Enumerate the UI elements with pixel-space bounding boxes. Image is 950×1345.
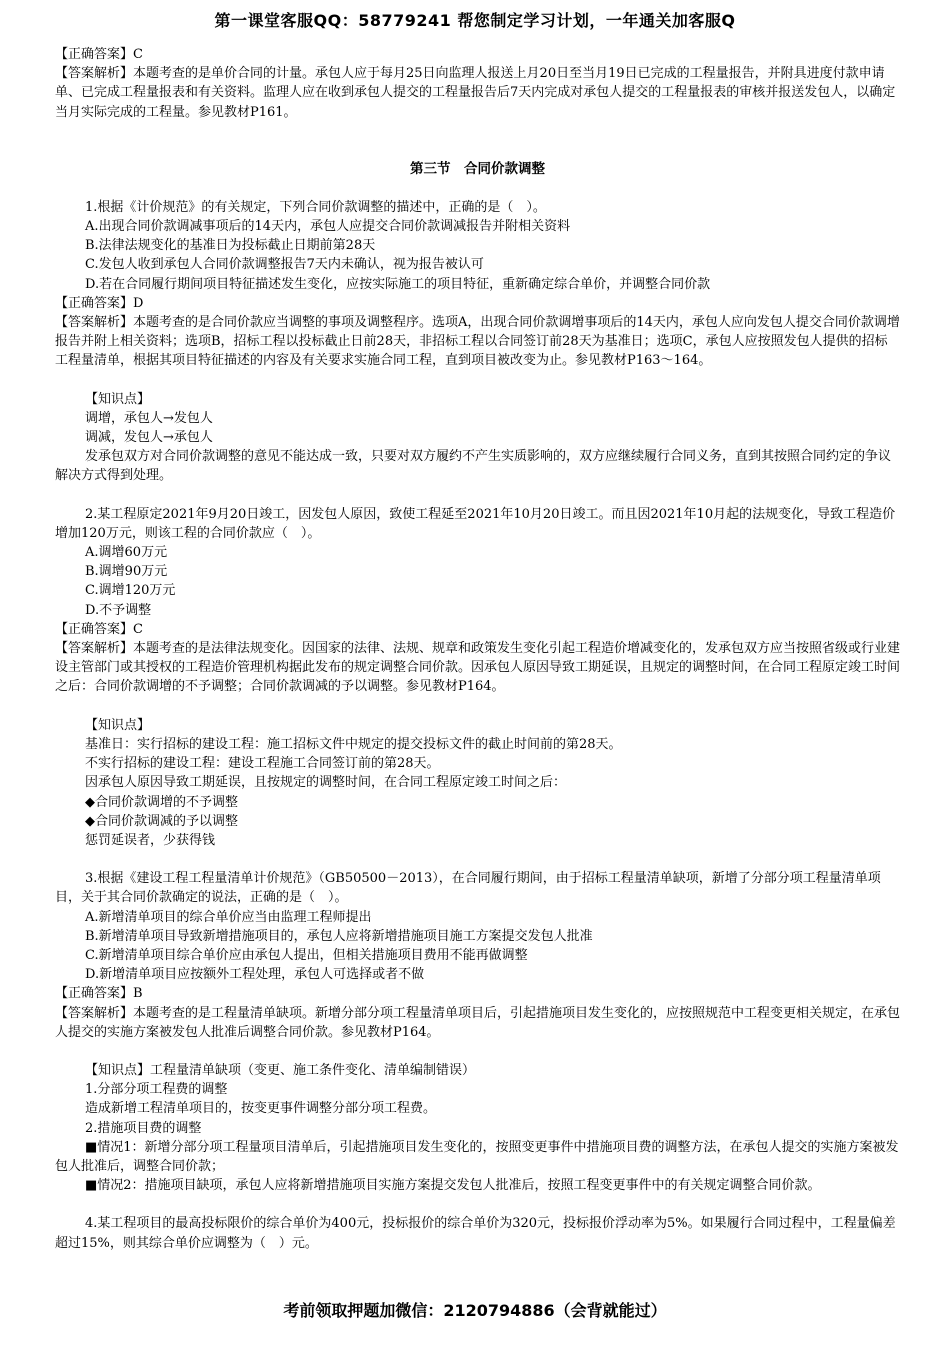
q3-knowledge-case: ■情况1：新增分部分项工程量项目清单后，引起措施项目发生变化的，按照变更事件中措施项目费的调整方法，在承包人提交的实施方案被发包人批准后，调整合同价款； (55, 1139, 899, 1174)
q1-option-b: B.法律法规变化的基准日为投标截止日期前第28天 (85, 238, 376, 254)
document-body (55, 45, 900, 1253)
top-analysis: 【答案解析】本题考查的是单价合同的计量。承包人应于每月25日向监理人报送上月20日至当月19日已完成的工程量报告，并附具进度付款申请单、已完成工程量报表和有关资料。监理人应在收到承包人提交的工程量报告后7天内完成对承包人提交的工程量报表的审核并报送发包人，以确定当月实际完成的工程量。参见教材P161。 (55, 66, 896, 120)
q3-option-a: A.新增清单项目的综合单价应当由监理工程师提出 (85, 909, 372, 925)
q3-analysis: 【答案解析】本题考查的是工程量清单缺项。新增分部分项工程量清单项目后，引起措施项目发生变化的，应按照规范中工程变更相关规定，在承包人提交的实施方案被发包人批准后调整合同价款。参见教材P164。 (55, 1005, 901, 1040)
q1-option-d: D.若在合同履行期间项目特征描述发生变化，应按实际施工的项目特征，重新确定综合单价，并调整合同价款 (85, 276, 711, 292)
q1-answer: 【正确答案】D (55, 295, 144, 311)
q2-knowledge-line: 不实行招标的建设工程：建设工程施工合同签订前的第28天。 (85, 756, 440, 772)
q3-option-b: B.新增清单项目导致新增措施项目的，承包人应将新增措施项目施工方案提交发包人批准 (85, 928, 593, 944)
q3-knowledge-line: 造成新增工程清单项目的，按变更事件调整分部分项工程费。 (85, 1101, 437, 1117)
q3-knowledge-case: ■情况2：措施项目缺项，承包人应将新增措施项目实施方案提交发包人批准后，按照工程变更事件中的有关规定调整合同价款。 (85, 1178, 821, 1194)
q2-answer: 【正确答案】C (55, 621, 143, 637)
q1-option-c: C.发包人收到承包人合同价款调整报告7天内未确认，视为报告被认可 (85, 257, 484, 273)
q2-knowledge-line: 因承包人原因导致工期延误，且按规定的调整时间，在合同工程原定竣工时间之后： (85, 775, 567, 791)
page-header: 第一课堂客服QQ：58779241 帮您制定学习计划，一年通关加客服Q (214, 11, 736, 30)
q1-knowledge-line: 调减，发包人→承包人 (85, 430, 213, 446)
q1-analysis: 【答案解析】本题考查的是合同价款应当调整的事项及调整程序。选项A，出现合同价款调增事项后的14天内，承包人应向发包人提交合同价款调增报告并附上相关资料；选项B，招标工程以投标截止日前28天，非招标工程以合同签订前28天为基准日；选项C，承包人应按照发包人提供的招标工程量清单，根据其项目特征描述的内容及有关要求实施合同工程，直到项目被改变为止。参见教材P163～164。 (55, 315, 900, 369)
q2-knowledge-line: 基准日：实行招标的建设工程：施工招标文件中规定的提交投标文件的截止时间前的第28天。 (85, 736, 622, 752)
q2-analysis: 【答案解析】本题考查的是法律法规变化。因国家的法律、法规、规章和政策发生变化引起工程造价增减变化的，发承包双方应当按照省级或行业建设主管部门或其授权的工程造价管理机构据此发布的规定调整合同价款。因承包人原因导致工期延误，且规定的调整时间，在合同工程原定竣工时间之后：合同价款调增的不予调整；合同价款调减的予以调整。参见教材P164。 (55, 641, 901, 695)
q2-option-d: D.不予调整 (85, 602, 152, 618)
q2-knowledge-line: ◆合同价款调增的不予调整 (85, 794, 238, 810)
q2-option-b: B.调增90万元 (85, 564, 168, 580)
q1-stem: 1.根据《计价规范》的有关规定，下列合同价款调整的描述中，正确的是（ ）。 (85, 199, 546, 215)
top-answer: 【正确答案】C (55, 47, 143, 62)
q1-option-a: A.出现合同价款调减事项后的14天内，承包人应提交合同价款调减报告并附相关资料 (85, 219, 571, 235)
q3-option-c: C.新增清单项目综合单价应由承包人提出，但相关措施项目费用不能再做调整 (85, 947, 528, 963)
q3-answer: 【正确答案】B (55, 986, 143, 1002)
q1-knowledge-title: 【知识点】 (85, 391, 151, 407)
q4-stem: 4.某工程项目的最高投标限价的综合单价为400元，投标报价的综合单价为320元，投标报价浮动率为5%。如果履行合同过程中，工程量偏差超过15%，则其综合单价应调整为（ ）元。 (55, 1216, 896, 1251)
page-footer: 考前领取押题加微信：2120794886（会背就能过） (283, 1301, 667, 1320)
q3-stem: 3.根据《建设工程工程量清单计价规范》（GB50500－2013），在合同履行期间，由于招标工程量清单缺项，新增了分部分项工程量清单项目，关于其合同价款确定的说法，正确的是（ ）。 (55, 871, 881, 906)
q1-knowledge-line: 调增，承包人→发包人 (85, 410, 213, 426)
q2-stem: 2.某工程原定2021年9月20日竣工，因发包人原因，致使工程延至2021年10月20日竣工。而且因2021年10月起的法规变化，导致工程造价增加120万元，则该工程的合同价款应（ ）。 (55, 506, 896, 541)
q3-option-d: D.新增清单项目应按额外工程处理，承包人可选择或者不做 (85, 967, 425, 983)
q2-option-a: A.调增60万元 (85, 545, 168, 561)
q2-knowledge-title: 【知识点】 (85, 717, 151, 733)
q1-knowledge-line: 发承包双方对合同价款调整的意见不能达成一致，只要对双方履约不产生实质影响的，双方应继续履行合同义务，直到其按照合同约定的争议解决方式得到处理。 (55, 449, 892, 484)
q3-knowledge-title: 【知识点】工程量清单缺项（变更、施工条件变化、清单编制错误） (85, 1062, 476, 1078)
q2-knowledge-line: ◆合同价款调减的予以调整 (85, 813, 238, 829)
q2-option-c: C.调增120万元 (85, 583, 176, 599)
section-title: 第三节 合同价款调整 (410, 160, 545, 177)
q2-knowledge-line: 惩罚延误者，少获得钱 (85, 832, 216, 848)
q3-knowledge-line: 2.措施项目费的调整 (85, 1120, 202, 1136)
q3-knowledge-line: 1.分部分项工程费的调整 (85, 1082, 228, 1098)
